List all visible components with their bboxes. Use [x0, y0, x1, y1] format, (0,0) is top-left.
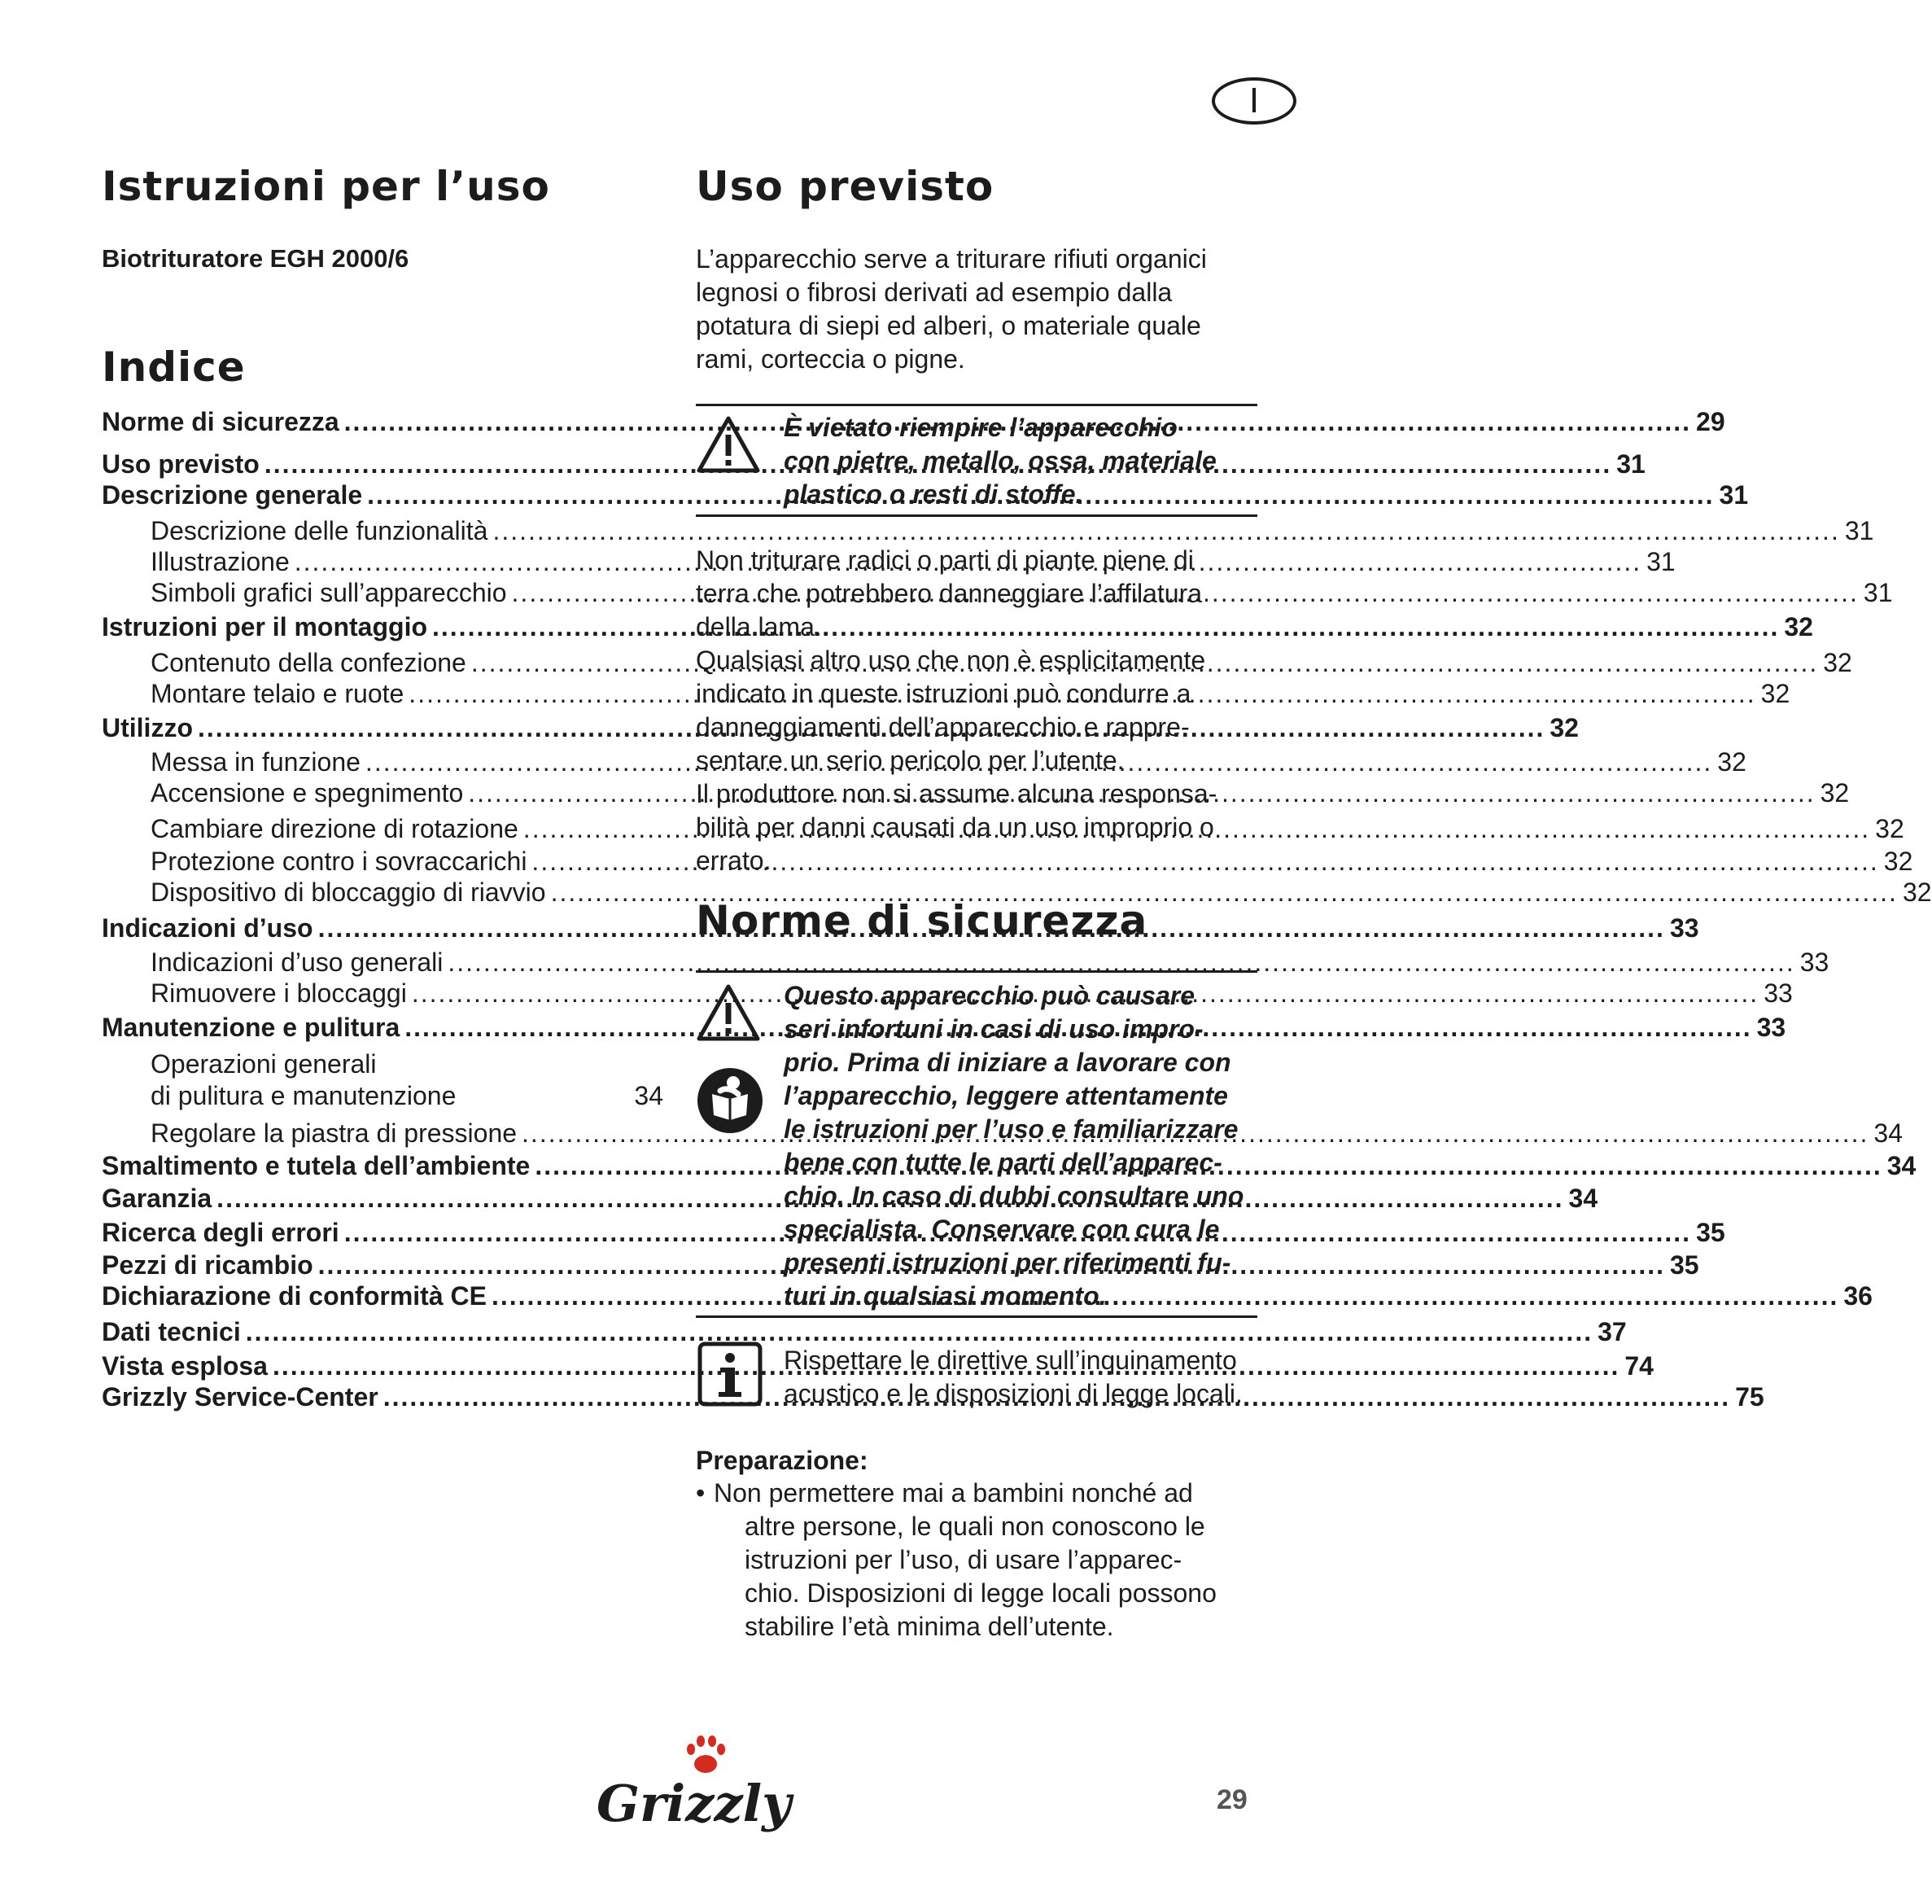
toc-entry-page: 75	[1735, 1382, 1764, 1412]
safety-title: Norme di sicurezza	[696, 897, 1148, 944]
toc-entry-page: 31	[1844, 516, 1874, 545]
toc-entry[interactable]	[102, 1013, 1786, 1044]
toc-entry-page: 33	[1799, 948, 1829, 977]
toc-entry-page: 32	[1875, 814, 1904, 843]
preparation-title: Preparazione:	[696, 1446, 868, 1475]
toc-entry-label: Operazioni generali	[151, 1049, 377, 1079]
toc-entry[interactable]	[102, 1184, 1598, 1215]
warning2-top-rule	[696, 970, 1257, 973]
toc-entry-page: 32	[1784, 612, 1813, 641]
toc-entry[interactable]	[151, 814, 1904, 845]
bullet-text: Non permettere mai a bambini nonché ad altre persone, le quali non conoscono le istruzioni per l’uso, di usare l’apparec- chio. Disposizioni di legge locali possono stabilire l’età minima dell’utente.	[714, 1478, 1217, 1641]
toc-entry-label: Smaltimento e tutela dell’ambiente	[102, 1151, 531, 1180]
toc-entry-page: 33	[1669, 913, 1699, 943]
toc-entry-label: Accensione e spegnimento	[151, 778, 464, 808]
toc-entry[interactable]	[151, 1118, 1903, 1149]
toc-entry-label: Montare telaio e ruote	[151, 679, 404, 708]
logo-wordmark: Grizzly	[597, 1774, 792, 1833]
toc-entry-label: Indicazioni d’uso generali	[151, 948, 444, 977]
toc-entry[interactable]	[151, 778, 1850, 809]
toc-entry-label: Regolare la piastra di pressione	[151, 1118, 518, 1148]
toc-entry-page: 31	[1719, 480, 1749, 510]
toc-entry[interactable]	[102, 1281, 1873, 1312]
warning-triangle-icon	[696, 415, 761, 474]
toc-entry-label: Utilizzo	[102, 713, 193, 742]
toc-entry-page: 35	[1670, 1250, 1699, 1280]
toc-entry-label: Uso previsto	[102, 449, 260, 479]
toc-entry-page: 37	[1598, 1317, 1627, 1346]
toc-entry[interactable]	[102, 1382, 1764, 1413]
toc-entry-page: 34	[634, 1081, 663, 1110]
toc-entry-label: Dispositivo di bloccaggio di riavvio	[151, 878, 546, 907]
language-badge	[1212, 77, 1296, 125]
toc-entry-label: Manutenzione e pulitura	[102, 1013, 400, 1042]
toc-entry-page: 32	[1823, 648, 1852, 677]
toc-entry[interactable]	[151, 878, 1932, 908]
toc-entry[interactable]	[151, 648, 1852, 679]
page-number: 29	[1217, 1784, 1248, 1815]
toc-entry[interactable]	[102, 480, 1749, 511]
toc-entry-page: 32	[1717, 747, 1746, 777]
warning1-bottom-rule	[696, 514, 1257, 517]
toc-entry[interactable]	[151, 679, 1790, 710]
product-subtitle: Biotrituratore EGH 2000/6	[102, 244, 409, 273]
toc-entry-label: Rimuovere i bloccaggi	[151, 978, 407, 1008]
toc-entry-label: Vista esplosa	[102, 1351, 268, 1381]
bullet-mark: •	[696, 1478, 706, 1508]
toc-entry-label: Dati tecnici	[102, 1317, 241, 1346]
toc-entry-label: Grizzly Service-Center	[102, 1382, 378, 1412]
toc-leader-dots	[246, 1317, 1593, 1347]
language-badge-label: I	[1248, 81, 1260, 120]
toc-entry-page: 36	[1843, 1281, 1873, 1311]
toc-entry-page: 34	[1568, 1184, 1598, 1213]
toc-entry[interactable]	[102, 1218, 1725, 1249]
index-title: Indice	[102, 344, 246, 391]
intended-use-title: Uso previsto	[696, 163, 994, 210]
toc-entry[interactable]	[151, 847, 1913, 878]
toc-entry-label: Messa in funzione	[151, 747, 361, 777]
read-manual-icon	[696, 1066, 764, 1135]
warning-triangle-icon	[696, 983, 761, 1042]
toc-entry-page: 34	[1873, 1118, 1903, 1148]
toc-entry-page: 34	[1886, 1151, 1917, 1180]
intended-use-intro: L’apparecchio serve a triturare rifiuti organici legnosi o fibrosi derivati ad esempio dalla potatura di siepi ed alberi, o materiale quale rami, corteccia o pigne.	[696, 244, 1207, 374]
toc-entry[interactable]	[151, 747, 1746, 778]
toc-entry[interactable]	[151, 578, 1893, 609]
toc-entry-page: 33	[1756, 1013, 1786, 1042]
toc-entry-label: Simboli grafici sull’apparecchio	[151, 578, 507, 607]
toc-entry-label: Dichiarazione di conformità CE	[102, 1281, 487, 1311]
warning1-text: È vietato riempire l’apparecchio con pietre, metallo, ossa, materiale plastico o resti di stoffe.	[784, 413, 1217, 509]
info-icon	[697, 1342, 763, 1407]
warning1-top-rule	[696, 404, 1257, 406]
toc-entry-label: Istruzioni per il montaggio	[102, 612, 427, 641]
toc-entry-page: 31	[1863, 578, 1893, 607]
toc-entry-page: 31	[1616, 449, 1646, 479]
toc-leader-dots	[448, 948, 1794, 978]
toc-entry-page: 29	[1696, 407, 1725, 436]
toc-entry-label: Cambiare direzione di rotazione	[151, 814, 518, 843]
warning2-text: Questo apparecchio può causare seri infortuni in casi di uso impro- prio. Prima di iniziare a lavorare con l’apparecchio, leggere attentamente le istruzioni per l’uso e familiarizzare bene con tutte le parti dell’apparec- chio. In caso di dubbi consultare uno specialista. Conservare con cura le presenti istruzioni per riferimenti fu- turi in qualsiasi momento.	[784, 981, 1244, 1311]
toc-entry-page: 32	[1902, 878, 1932, 907]
toc-entry-label: Descrizione generale	[102, 480, 363, 510]
warning2-bottom-rule	[696, 1315, 1257, 1318]
toc-entry[interactable]	[102, 407, 1725, 438]
toc-leader-dots	[492, 516, 1839, 546]
toc-entry[interactable]	[151, 547, 1676, 578]
manual-title: Istruzioni per l’uso	[102, 163, 550, 210]
toc-entry-label: Indicazioni d’uso	[102, 913, 313, 943]
toc-entry[interactable]	[102, 1317, 1627, 1348]
toc-entry-label: Contenuto della confezione	[151, 648, 466, 677]
info-text: Rispettare le direttive sull’inquinamento acustico e le disposizioni di legge locali.	[784, 1346, 1243, 1408]
toc-entry-page: 35	[1696, 1218, 1725, 1247]
toc-entry[interactable]	[102, 449, 1646, 480]
toc-entry-page: 32	[1550, 713, 1579, 742]
toc-entry-page: 74	[1624, 1351, 1654, 1381]
toc-entry[interactable]	[102, 612, 1813, 643]
toc-entry-label: di pulitura e manutenzione	[151, 1081, 457, 1110]
paw-icon	[687, 1735, 725, 1773]
toc-entry[interactable]	[102, 713, 1579, 744]
toc-entry[interactable]	[102, 1151, 1917, 1182]
toc-entry-label: Pezzi di ricambio	[102, 1250, 313, 1280]
toc-entry-label: Descrizione delle funzionalità	[151, 516, 488, 545]
grizzly-logo	[590, 1730, 792, 1836]
toc-entry-label: Illustrazione	[151, 547, 290, 576]
toc-entry-page: 32	[1820, 778, 1850, 808]
toc-entry-label: Ricerca degli errori	[102, 1218, 339, 1247]
toc-entry-page: 32	[1883, 847, 1913, 876]
intended-use-body: Non triturare radici o parti di piante piene di terra che potrebbero danneggiare l’affilatura della lama. Qualsiasi altro uso che non è esplicitamente indicato in queste istruzioni può condurre a danneggiamenti dell’apparecchio e rappre- sentare un serio pericolo per l’utente. Il produttore non si assume alcuna responsa- bilità per danni causati da un uso improprio o errato.	[696, 545, 1217, 875]
toc-entry-label: Norme di sicurezza	[102, 407, 339, 436]
toc-entry[interactable]	[151, 948, 1829, 978]
toc-entry-label: Garanzia	[102, 1184, 212, 1213]
toc-entry-page: 33	[1764, 978, 1793, 1008]
toc-entry[interactable]	[102, 1250, 1699, 1281]
toc-entry-page: 32	[1760, 679, 1790, 708]
toc-entry[interactable]	[151, 978, 1793, 1009]
toc-entry-page: 31	[1646, 547, 1676, 576]
toc-entry[interactable]	[151, 1048, 663, 1112]
toc-entry[interactable]	[151, 516, 1874, 547]
toc-entry-label: Protezione contro i sovraccarichi	[151, 847, 527, 876]
